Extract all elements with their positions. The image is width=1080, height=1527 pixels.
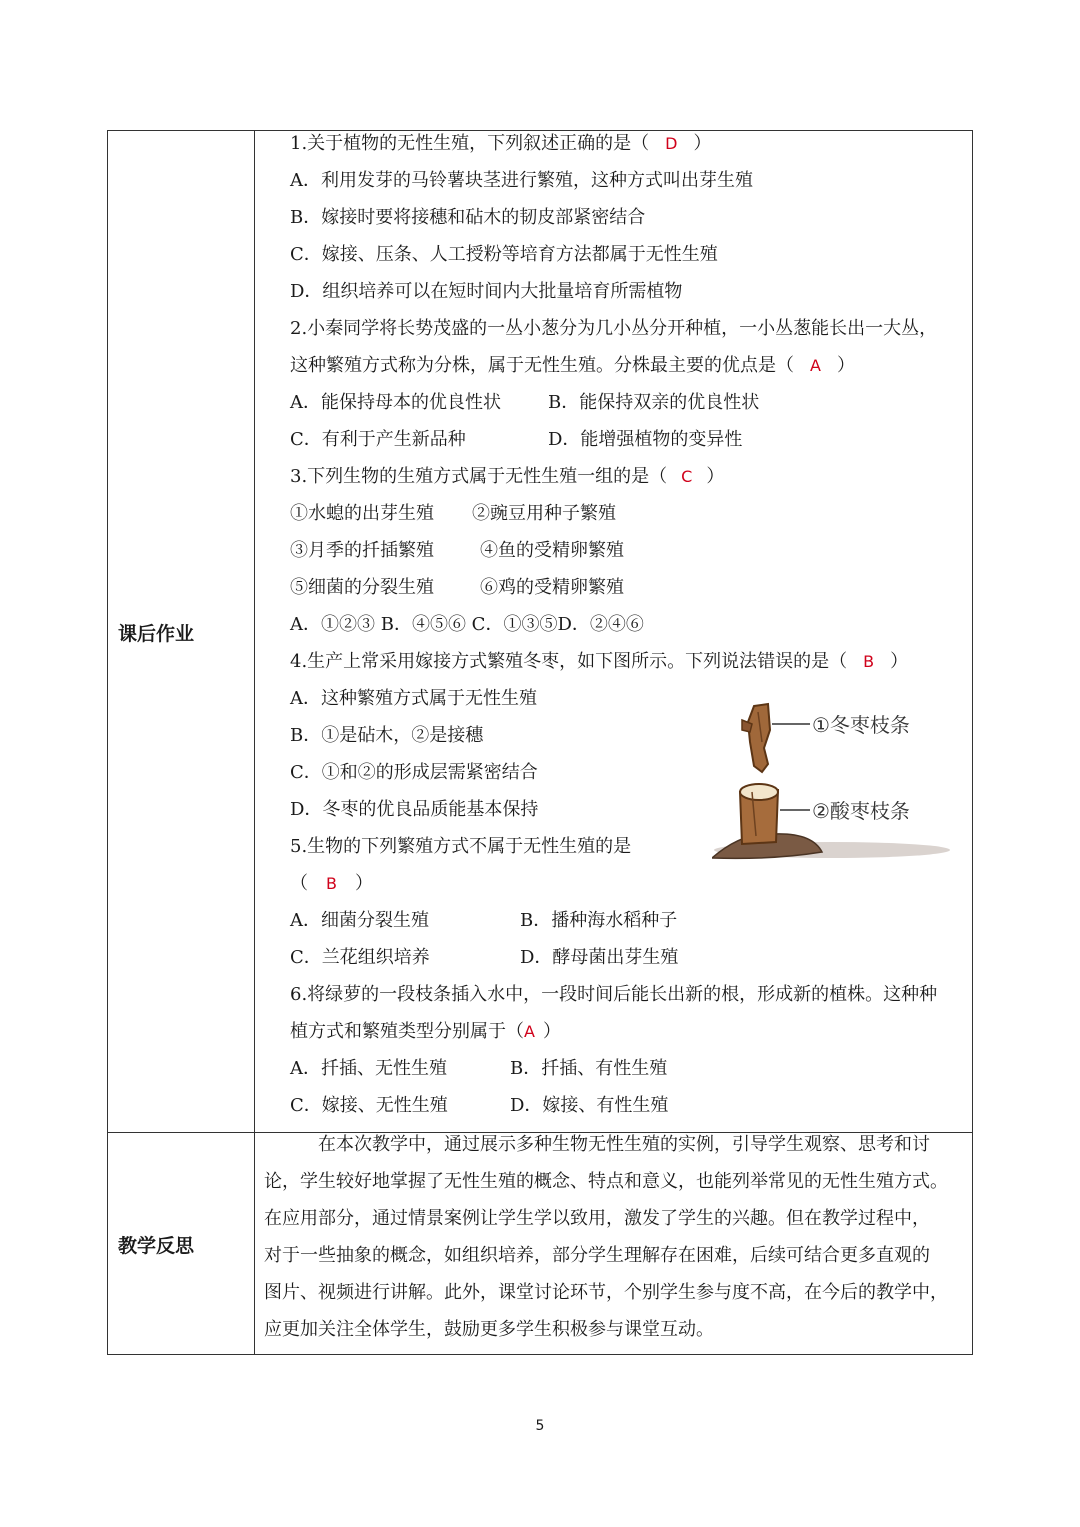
- q2-option-b: B．能保持双亲的优良性状: [548, 392, 760, 413]
- q4-option-d: D．冬枣的优良品质能基本保持: [290, 799, 539, 820]
- reflection-label: 教学反思: [118, 1235, 195, 1257]
- q2-option-c: C．有利于产生新品种: [290, 429, 466, 450]
- q4-option-a: A．这种繁殖方式属于无性生殖: [290, 688, 537, 709]
- q4-answer: B: [863, 652, 875, 671]
- q4-option-c: C．①和②的形成层需紧密结合: [290, 762, 538, 783]
- q6-stem-line2: 植方式和繁殖类型分别属于（A ）: [290, 1021, 561, 1042]
- homework-label: 课后作业: [118, 623, 195, 645]
- q3-item-4: ④鱼的受精卵繁殖: [480, 540, 624, 561]
- q3-item-3: ③月季的扦插繁殖: [290, 540, 434, 561]
- fig-label-scion: ①冬枣枝条: [812, 713, 910, 737]
- q6-answer: A: [524, 1022, 535, 1041]
- q1-answer: D: [665, 134, 678, 153]
- column-divider: [254, 131, 255, 1354]
- q6-option-b: B．扦插、有性生殖: [510, 1058, 668, 1079]
- q5-option-b: B．播种海水稻种子: [520, 910, 678, 931]
- fig-label-stock: ②酸枣枝条: [812, 799, 910, 823]
- q5-stem: 5.生物的下列繁殖方式不属于无性生殖的是: [290, 836, 632, 857]
- q1-option-a: A．利用发芽的马铃薯块茎进行繁殖，这种方式叫出芽生殖: [290, 170, 753, 191]
- q1-option-c: C．嫁接、压条、人工授粉等培育方法都属于无性生殖: [290, 244, 718, 265]
- q5-option-c: C．兰花组织培养: [290, 947, 430, 968]
- reflection-line-1: 在本次教学中，通过展示多种生物无性生殖的实例，引导学生观察、思考和讨: [318, 1134, 930, 1155]
- q3-item-6: ⑥鸡的受精卵繁殖: [480, 577, 624, 598]
- q2-stem-line2: 这种繁殖方式称为分株，属于无性生殖。分株最主要的优点是（ A ）: [290, 355, 855, 376]
- q1-stem: 1.关于植物的无性生殖，下列叙述正确的是（ D ）: [290, 133, 712, 154]
- stock-cut-surface: [740, 784, 778, 800]
- reflection-line-4: 对于一些抽象的概念，如组织培养，部分学生理解存在困难，后续可结合更多直观的: [264, 1245, 930, 1266]
- q3-options: A．①②③ B．④⑤⑥ C．①③⑤D．②④⑥: [290, 614, 644, 635]
- q2-answer: A: [810, 356, 821, 375]
- q6-stem-line1: 6.将绿萝的一段枝条插入水中，一段时间后能长出新的根，形成新的植株。这种种: [290, 984, 938, 1005]
- q5-answer: B: [326, 874, 337, 893]
- q3-item-5: ⑤细菌的分裂生殖: [290, 577, 434, 598]
- q6-option-c: C．嫁接、无性生殖: [290, 1095, 448, 1116]
- q3-answer: C: [681, 467, 693, 486]
- q1-option-b: B．嫁接时要将接穗和砧木的韧皮部紧密结合: [290, 207, 646, 228]
- q4-stem: 4.生产上常采用嫁接方式繁殖冬枣，如下图所示。下列说法错误的是（ B ）: [290, 651, 909, 672]
- q5-option-a: A．细菌分裂生殖: [290, 910, 429, 931]
- reflection-line-3: 在应用部分，通过情景案例让学生学以致用，激发了学生的兴趣。但在教学过程中，: [264, 1208, 930, 1229]
- q2-option-a: A．能保持母本的优良性状: [290, 392, 501, 413]
- q1-option-d: D．组织培养可以在短时间内大批量培育所需植物: [290, 281, 683, 302]
- q3-item-2: ②豌豆用种子繁殖: [472, 503, 616, 524]
- q4-option-b: B．①是砧木，②是接穗: [290, 725, 484, 746]
- page-number: 5: [535, 1418, 545, 1434]
- q3-item-1: ①水螅的出芽生殖: [290, 503, 434, 524]
- q5-answer-line: （ B ）: [290, 873, 373, 894]
- grafting-figure-svg: [712, 702, 952, 862]
- q5-option-d: D．酵母菌出芽生殖: [520, 947, 679, 968]
- reflection-line-2: 论，学生较好地掌握了无性生殖的概念、特点和意义，也能列举常见的无性生殖方式。: [264, 1171, 948, 1192]
- grafting-illustration: [712, 702, 952, 862]
- q6-option-a: A．扦插、无性生殖: [290, 1058, 447, 1079]
- q3-stem: 3.下列生物的生殖方式属于无性生殖一组的是（ C ）: [290, 466, 725, 487]
- q6-option-d: D．嫁接、有性生殖: [510, 1095, 669, 1116]
- reflection-line-6: 应更加关注全体学生，鼓励更多学生积极参与课堂互动。: [264, 1319, 714, 1340]
- reflection-line-5: 图片、视频进行讲解。此外，课堂讨论环节，个别学生参与度不高，在今后的教学中，: [264, 1282, 948, 1303]
- q2-option-d: D．能增强植物的变异性: [548, 429, 743, 450]
- q2-stem-line1: 2.小秦同学将长势茂盛的一丛小葱分为几小丛分开种植，一小丛葱能长出一大丛，: [290, 318, 938, 339]
